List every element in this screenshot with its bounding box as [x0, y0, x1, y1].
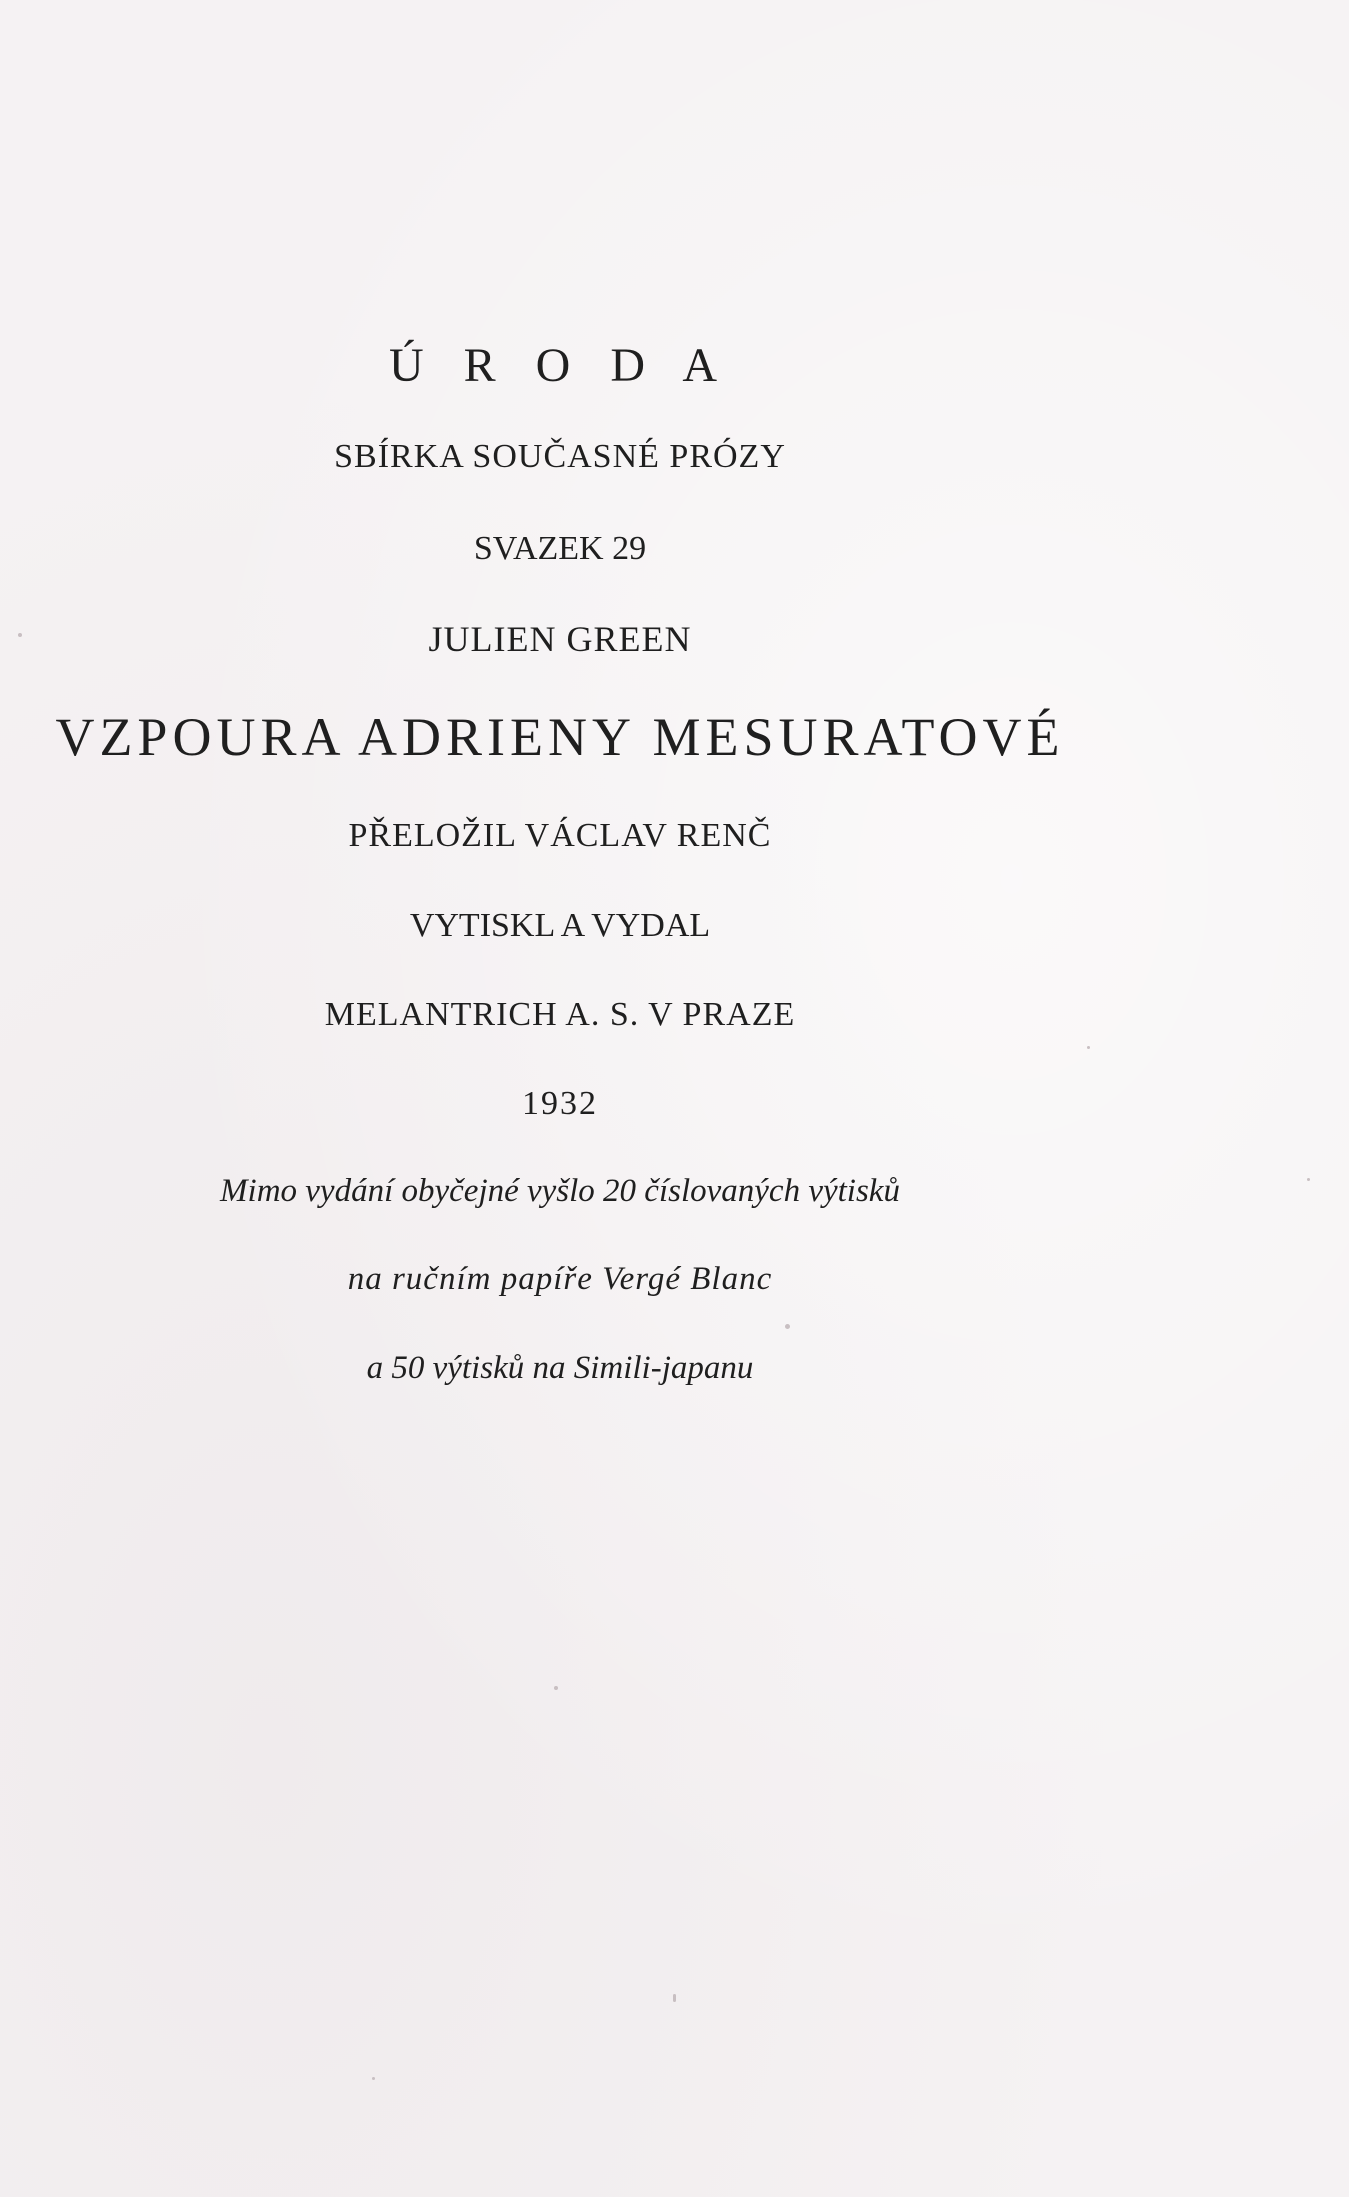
publisher-name: MELANTRICH A. S. V PRAZE	[324, 996, 796, 1033]
paper-speck	[673, 1994, 676, 2002]
edition-note-line: a 50 výtisků na Simili-japanu	[366, 1350, 754, 1386]
paper-speck	[372, 2077, 375, 2080]
paper-speck	[1087, 1046, 1090, 1049]
author-name: JULIEN GREEN	[428, 619, 692, 659]
printer-credit: VYTISKL A VYDAL	[409, 907, 711, 944]
collection-name: SBÍRKA SOUČASNÉ PRÓZY	[334, 438, 786, 475]
volume-number: SVAZEK 29	[473, 530, 647, 567]
edition-note-line: na ručním papíře Vergé Blanc	[347, 1261, 773, 1297]
translator-credit: PŘELOŽIL VÁCLAV RENČ	[348, 817, 772, 854]
edition-note-line: Mimo vydání obyčejné vyšlo 20 číslovaných výtisků	[220, 1173, 900, 1209]
series-name: Ú R O D A	[388, 339, 732, 392]
paper-speck	[1307, 1178, 1310, 1181]
paper-speck	[18, 633, 22, 637]
paper-speck	[554, 1686, 558, 1690]
paper-speck	[785, 1324, 790, 1329]
book-title: VZPOURA ADRIENY MESURATOVÉ	[55, 707, 1065, 767]
publication-year: 1932	[522, 1085, 598, 1122]
